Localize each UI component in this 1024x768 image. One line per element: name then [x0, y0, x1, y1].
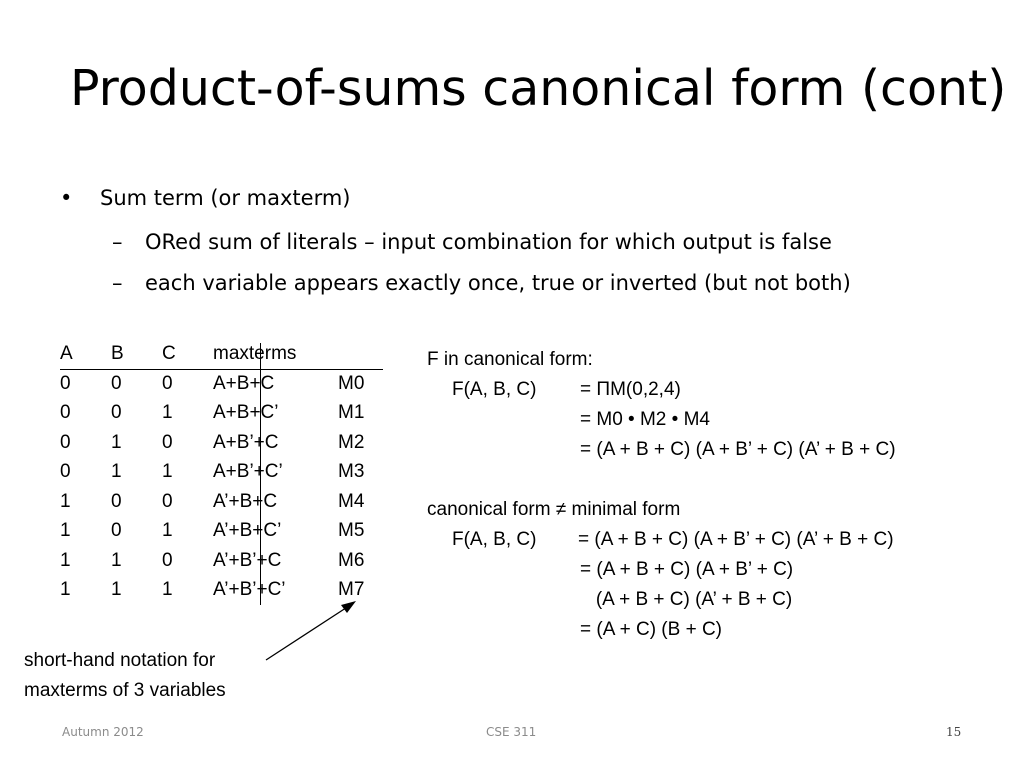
- note-line: short-hand notation for: [24, 650, 216, 671]
- table-cell: 1: [162, 461, 173, 482]
- sub-bullet-text: ORed sum of literals – input combination for which output is false: [145, 230, 832, 254]
- table-cell: M0: [338, 373, 365, 394]
- table-cell: 1: [162, 402, 173, 423]
- bullet-marker: •: [60, 186, 73, 210]
- table-cell: M2: [338, 432, 365, 453]
- table-cell: 0: [162, 491, 173, 512]
- table-cell: 0: [60, 373, 71, 394]
- table-header-c: C: [162, 343, 176, 364]
- footer-course: CSE 311: [486, 725, 537, 739]
- equation-rhs: = (A + B + C) (A + B’ + C): [580, 559, 794, 580]
- table-cell: 1: [111, 579, 122, 600]
- table-cell: 1: [111, 432, 122, 453]
- table-cell: A’+B+C: [213, 491, 278, 512]
- footer-date: Autumn 2012: [62, 725, 144, 739]
- table-cell: A’+B’+C’: [213, 579, 286, 600]
- table-cell: M5: [338, 520, 365, 541]
- table-cell: 0: [162, 373, 173, 394]
- table-cell: 1: [60, 520, 71, 541]
- minimal-form-heading: canonical form ≠ minimal form: [427, 499, 681, 520]
- table-cell: A+B+C’: [213, 402, 279, 423]
- sub-bullet-marker: –: [112, 230, 123, 254]
- table-cell: 0: [60, 461, 71, 482]
- table-cell: 1: [162, 520, 173, 541]
- table-cell: 1: [111, 550, 122, 571]
- sub-bullet-marker: –: [112, 271, 123, 295]
- arrow-line: [266, 604, 352, 660]
- sub-bullet-text: each variable appears exactly once, true or inverted (but not both): [145, 271, 851, 295]
- page-number: 15: [946, 725, 962, 739]
- table-cell: 1: [60, 579, 71, 600]
- table-cell: 0: [111, 520, 122, 541]
- table-cell: A+B’+C’: [213, 461, 283, 482]
- table-cell: M4: [338, 491, 365, 512]
- table-cell: 1: [162, 579, 173, 600]
- table-header-maxterms: maxterms: [213, 343, 297, 364]
- table-cell: 0: [162, 550, 173, 571]
- table-cell: 0: [111, 491, 122, 512]
- equation-rhs: = ΠM(0,2,4): [580, 379, 681, 400]
- note-line: maxterms of 3 variables: [24, 680, 226, 701]
- table-cell: 0: [111, 402, 122, 423]
- table-cell: A’+B’+C: [213, 550, 282, 571]
- table-cell: 0: [162, 432, 173, 453]
- equation-rhs: = (A + B + C) (A + B’ + C) (A’ + B + C): [580, 439, 896, 460]
- table-cell: 1: [60, 550, 71, 571]
- table-cell: 0: [60, 402, 71, 423]
- table-cell: 1: [111, 461, 122, 482]
- equation-rhs: = M0 • M2 • M4: [580, 409, 710, 430]
- canonical-form-heading: F in canonical form:: [427, 349, 593, 370]
- equation-lhs: F(A, B, C): [452, 379, 537, 400]
- bullet-text: Sum term (or maxterm): [100, 186, 351, 210]
- equation-rhs: (A + B + C) (A’ + B + C): [580, 589, 793, 610]
- table-cell: M6: [338, 550, 365, 571]
- table-header-b: B: [111, 343, 124, 364]
- equation-rhs: = (A + B + C) (A + B’ + C) (A’ + B + C): [578, 529, 894, 550]
- table-cell: 0: [111, 373, 122, 394]
- table-cell: M1: [338, 402, 365, 423]
- arrow-head: [341, 601, 356, 613]
- table-cell: M7: [338, 579, 365, 600]
- table-cell: A+B+C: [213, 373, 275, 394]
- table-cell: 0: [60, 432, 71, 453]
- page-title: Product-of-sums canonical form (cont): [70, 60, 1007, 117]
- table-cell: 1: [60, 491, 71, 512]
- table-cell: A’+B+C’: [213, 520, 282, 541]
- table-cell: M3: [338, 461, 365, 482]
- table-cell: A+B’+C: [213, 432, 279, 453]
- equation-rhs: = (A + C) (B + C): [580, 619, 723, 640]
- equation-lhs: F(A, B, C): [452, 529, 537, 550]
- table-header-a: A: [60, 343, 73, 364]
